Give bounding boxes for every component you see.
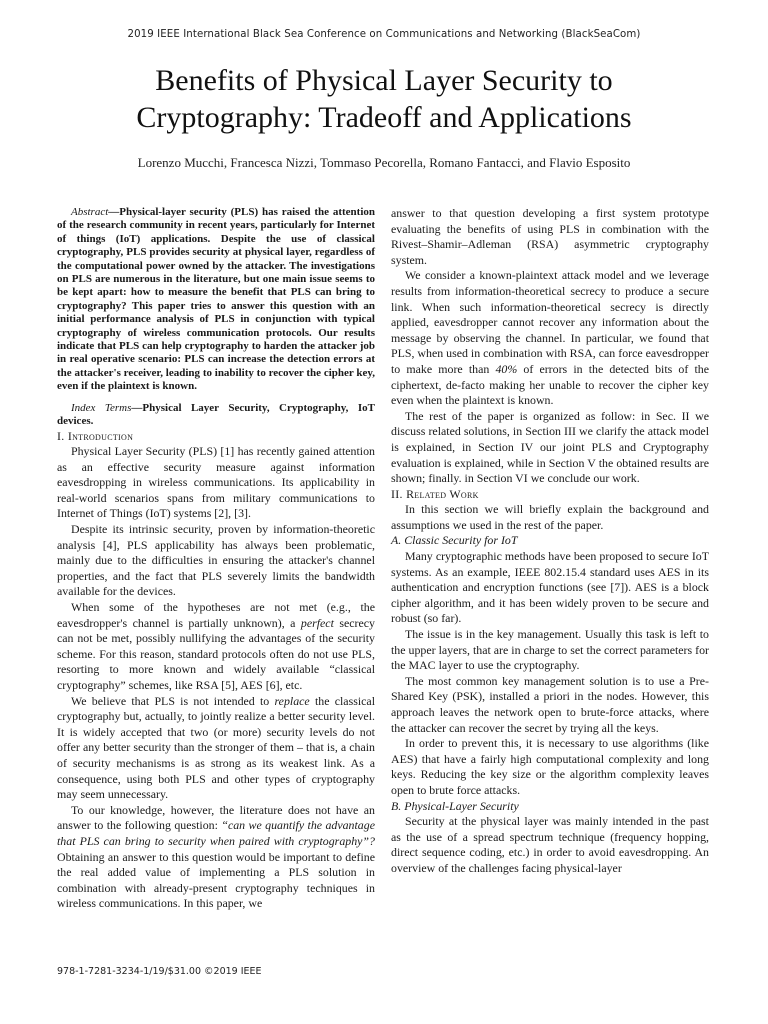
emphasis-text: perfect <box>300 615 334 630</box>
intro-paragraph-7: The rest of the paper is organized as follow: in Sec. II we discuss related solutions, in Section III we clarify the attack model is explained, in Section IV our joint PLS and Cryptography evaluation is explained, while in Section V the obtained results are shown; finally. in Section VI we conclude our work. <box>391 408 709 486</box>
abstract-text: Physical-layer security (PLS) has raised the attention of the research community in recent years, particularly for Internet of things (IoT) applications. Despite the use of classical cryptography, PLS provides security at physical layer, regardless of the computational power owned by the attacker. The investigations on PLS are numerous in the literature, but one main issue seems to be kept apart: how to measure the benefit that PLS can bring to cryptography? This paper tries to answer this question with an initial performance analysis of PLS in conjunction with typical cryptography of wireless communication protocols. Our results indicate that PLS can help cryptography to harden the attacker job in real operative scenario: PLS can increase the detection errors at the attacker's receiver, leading to inability to recover the cipher key, even if the plaintext is known. <box>57 206 375 393</box>
related-paragraph-1: In this section we will briefly explain the background and assumptions we used in the rest of the paper. <box>391 502 709 532</box>
left-column <box>57 206 375 912</box>
abstract <box>57 206 375 394</box>
subsection-heading-physical-layer-security: B. Physical-Layer Security <box>391 798 519 813</box>
text-run: When some of the hypotheses are not met (e.g., the eavesdropper's channel is partially unknown), a <box>57 600 375 630</box>
text-run: the classical cryptography but, actually, to jointly realize a better security level. It is widely accepted that two (or more) security levels do not offer any better security than the stronger of them – that is, a chain of security mechanisms is as strong as its weakest link. As a consequence, using both PLS and other types of cryptography may seem unnecessary. <box>57 693 375 802</box>
classic-paragraph-4: In order to prevent this, it is necessary to use algorithms (like AES) that have a fairly high computational complexity and long keys. Reducing the key size or the algorithm complexity leaves open to brute force attacks. <box>391 736 709 797</box>
classic-paragraph-1: Many cryptographic methods have been proposed to secure IoT systems. As an example, IEEE 802.15.4 standard uses AES in its authentication and encryption functions (see [7]). AES is a block cipher algorithm, and it has been widely proven to be secure and robust (so far). <box>391 549 709 626</box>
classic-paragraph-2: The issue is in the key management. Usually this task is left to the upper layers, that are in charge to set the correct parameters for the MAC layer to use the cryptography. <box>391 627 709 673</box>
intro-paragraph-5-continued: answer to that question developing a first system prototype evaluating the benefits of using PLS in combination with the Rivest–Shamir–Adleman (RSA) asymmetric cryptography system. <box>391 206 709 267</box>
right-column <box>391 206 709 877</box>
intro-paragraph-2: Despite its intrinsic security, proven by information-theoretic analysis [4], PLS applicability has always been problematic, mainly due to the difficulties in ensuring the attacker's channel properties, and the fact that PLS severely limits the bandwidth available for the devices. <box>57 522 375 599</box>
intro-paragraph-6 <box>391 268 709 408</box>
intro-paragraph-1: Physical Layer Security (PLS) [1] has recently gained attention as an effective security measure against information eavesdropping in wireless communications. Its applicability in real-world scenarios spans from military communications to Internet of Things (IoT) systems [2], [3]. <box>57 444 375 521</box>
intro-paragraph-3 <box>57 600 375 694</box>
emphasis-text: “can we quantify the advantage that PLS can bring to security when paired with cryptography”? <box>57 818 375 848</box>
pls-paragraph-1: Security at the physical layer was mainly intended in the past as the use of a spread spectrum technique (frequency hopping, direct sequence coding, etc.) in order to avoid eavesdropping. An overview of the challenges facing physical-layer <box>391 814 709 875</box>
subsection-heading-classic-security: A. Classic Security for IoT <box>391 533 518 548</box>
intro-paragraph-5 <box>57 803 375 912</box>
classic-paragraph-3: The most common key management solution is to use a Pre-Shared Key (PSK), installed a priori in the nodes. However, this approach leaves the network open to brute-force attacks, where the attacker can recover the secret by trying all the keys. <box>391 673 709 735</box>
text-run: To our knowledge, however, the literature does not have an answer to the following question: <box>57 802 375 833</box>
section-number: I. <box>57 428 68 443</box>
percentage-value: 40% <box>495 361 518 376</box>
author-list: Lorenzo Mucchi, Francesca Nizzi, Tommaso Pecorella, Romano Fantacci, and Flavio Esposito <box>137 155 631 170</box>
section-heading-introduction <box>57 429 375 445</box>
index-terms-text: Physical Layer Security, Cryptography, IoT devices. <box>57 401 375 428</box>
emphasis-text: replace <box>274 693 310 708</box>
section-heading-related-work <box>391 487 709 503</box>
text-run: We believe that PLS is not intended to <box>71 693 275 708</box>
paper-title <box>40 62 728 136</box>
conference-header: 2019 IEEE International Black Sea Conference on Communications and Networking (BlackSeaCom) <box>127 29 641 40</box>
intro-paragraph-4 <box>57 694 375 803</box>
index-terms-dash: — <box>131 401 143 414</box>
text-run: Obtaining an answer to this question would be important to define the real added value of implementing a PLS solution in combination with already-present cryptography techniques in wireless communications. In this paper, we <box>57 849 375 911</box>
text-run: We consider a known-plaintext attack model and we leverage results from information-theoretical secrecy to produce a secure link. When such information-theoretical secrecy is directly applied, eavesdropper cannot recover any information about the message by observing the channel. In particular, we found that PLS, when used in combination with RSA, can force eavesdropper to make more than <box>391 268 710 376</box>
section-number: II. <box>391 486 407 501</box>
index-terms <box>57 402 375 429</box>
section-title: Introduction <box>67 428 134 443</box>
section-title: Related Work <box>406 486 479 501</box>
index-terms-label: Index Terms <box>71 401 132 414</box>
copyright-footer: 978-1-7281-3234-1/19/$31.00 ©2019 IEEE <box>57 966 262 977</box>
text-run: secrecy can not be met, possibly nullifying the advantages of the security scheme. For this reason, standard protocols often do not use PLS, resorting to more known and widely available “classical cryptography” schemes, like RSA [5], AES [6], etc. <box>57 615 375 692</box>
title-line-1: Benefits of Physical Layer Security to <box>155 64 613 97</box>
abstract-label: Abstract <box>71 206 109 218</box>
abstract-dash: — <box>108 206 120 218</box>
title-line-2: Cryptography: Tradeoff and Applications <box>136 101 632 134</box>
text-run: of errors in the detected bits of the ciphertext, de-facto making her unable to recover the cipher key even when the plaintext is known. <box>391 361 709 408</box>
